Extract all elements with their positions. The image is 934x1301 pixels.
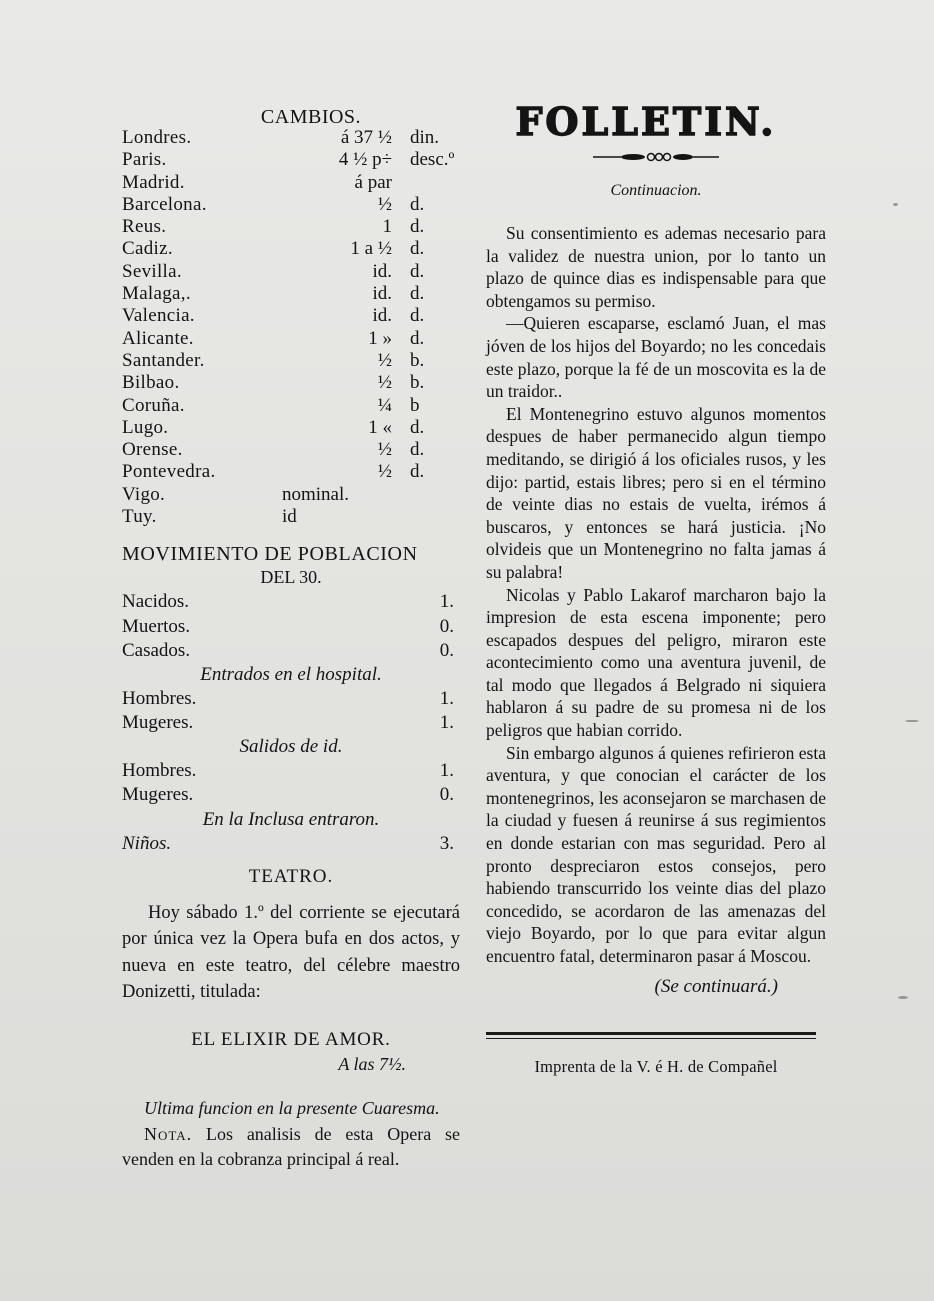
cambios-rate: ½ xyxy=(377,372,392,394)
nota-label: Nota. xyxy=(144,1123,193,1144)
cambios-rate: á 37 ½ xyxy=(340,127,392,148)
cambios-rate: ¼ xyxy=(377,394,392,416)
hospital-entrados-heading: Entrados en el hospital. xyxy=(200,663,382,685)
cambios-rate: 1 xyxy=(382,216,392,238)
right-column xyxy=(486,100,826,1077)
cambios-mark: d. xyxy=(410,193,425,215)
cambios-row xyxy=(122,395,460,417)
cambios-city: Reus. xyxy=(122,216,167,238)
cambios-city: Sevilla. xyxy=(122,260,182,282)
cambios-mark: d. xyxy=(410,327,425,349)
stat-value: 0. xyxy=(439,639,454,661)
cambios-heading: CAMBIOS. xyxy=(260,106,362,128)
cambios-row xyxy=(122,461,460,483)
cambios-rate: ½ xyxy=(377,193,392,215)
cambios-city: Lugo. xyxy=(122,416,169,438)
cambios-row xyxy=(122,305,460,327)
cambios-city: Madrid. xyxy=(122,171,185,193)
cambios-rate: 4 ½ p÷ xyxy=(338,149,392,171)
paper-spot xyxy=(893,203,898,206)
stat-value: 1. xyxy=(439,712,454,734)
cambios-city: Alicante. xyxy=(122,327,194,349)
folletin-paragraph: Su consentimiento es ademas necesario para la validez de nuestra union, por lo tanto un plazo de quince dias es indispensable para que obtengamos su permiso. xyxy=(486,223,826,311)
cambios-rate: 1 a ½ xyxy=(350,238,392,260)
cambios-city: Coruña. xyxy=(122,394,185,416)
cambios-rate: id. xyxy=(372,283,392,305)
ninos-label: Niños. xyxy=(122,832,172,854)
cambios-row xyxy=(122,283,460,305)
cambios-city: Cadiz. xyxy=(122,238,173,260)
thick-rule xyxy=(486,1032,816,1035)
stat-label: Muertos. xyxy=(122,615,191,637)
stat-label: Nacidos. xyxy=(122,591,190,613)
ninos-row xyxy=(122,832,460,856)
cambios-value: id xyxy=(282,506,297,528)
movimiento-subtitle: DEL 30. xyxy=(260,567,322,588)
stat-row xyxy=(122,711,460,735)
cambios-row xyxy=(122,127,460,149)
cambios-mark: d. xyxy=(410,238,425,260)
continuacion-label: Continuacion. xyxy=(610,182,702,199)
opera-title: EL ELIXIR DE AMOR. xyxy=(191,1028,391,1050)
stat-value: 1. xyxy=(439,591,454,613)
folletin-title: FOLLETIN. xyxy=(515,99,777,144)
stat-row xyxy=(122,639,460,663)
cambios-rate: id. xyxy=(372,260,392,282)
cambios-city: Londres. xyxy=(122,127,192,148)
paper-spot xyxy=(905,720,919,722)
cambios-mark: b. xyxy=(410,372,425,394)
entrados-rows xyxy=(122,687,460,735)
stat-row xyxy=(122,615,460,639)
cambios-row xyxy=(122,238,460,260)
teatro-text: Hoy sábado 1.º del corriente se ejecutará por única vez la Opera bufa en dos actos, y nueva en este teatro, del célebre maestro Donizetti, titulada: xyxy=(122,902,460,1003)
cambios-row-vigo xyxy=(122,484,460,506)
cambios-table xyxy=(122,127,460,484)
cambios-row xyxy=(122,328,460,350)
cambios-mark: b. xyxy=(410,349,425,371)
stat-label: Casados. xyxy=(122,639,191,661)
imprenta-footer: Imprenta de la V. é H. de Compañel xyxy=(534,1056,778,1076)
ornament-divider-icon xyxy=(591,150,721,164)
cambios-city: Orense. xyxy=(122,439,183,461)
opera-time: A las 7½. xyxy=(338,1053,406,1074)
cambios-mark: d. xyxy=(410,283,425,305)
stat-value: 0. xyxy=(439,784,454,806)
folletin-paragraph: Sin embargo algunos á quienes refirieron esta aventura, y que conocian el carácter de los montenegrinos, les aconsejaron se marchasen de la ciudad y fuesen á reunirse á sus regimientos en donde estarian con mas seguridad. Pero al pronto despreciaron estos consejos, pero habiendo transcurrido los veinte dias del plazo concedido, se acordaron de las amenazas del viejo Boyardo, por lo que para evitar algun encuentro fatal, determinaron pasar á Moscou. xyxy=(486,742,826,966)
cambios-mark xyxy=(410,172,456,194)
cambios-mark: d. xyxy=(410,416,425,438)
cambios-rate: 1 » xyxy=(368,327,392,349)
cambios-mark: d. xyxy=(410,216,425,238)
cambios-mark: d. xyxy=(410,461,425,483)
stat-value: 1. xyxy=(439,760,454,782)
cambios-city: Santander. xyxy=(122,349,205,371)
continuara-label: (Se continuará.) xyxy=(654,975,778,997)
stat-row xyxy=(122,590,460,614)
nota-paragraph xyxy=(122,1122,460,1172)
cambios-mark: desc.º xyxy=(410,149,455,171)
cambios-row xyxy=(122,216,460,238)
cambios-row-tuy xyxy=(122,506,460,528)
cambios-mark: din. xyxy=(410,127,440,148)
cambios-rate: ½ xyxy=(377,439,392,461)
ultima-funcion: Ultima funcion en la presente Cuaresma. xyxy=(144,1097,440,1118)
left-column xyxy=(122,106,460,1172)
cambios-city: Valencia. xyxy=(122,305,195,327)
cambios-rate: id. xyxy=(372,305,392,327)
cambios-city: Paris. xyxy=(122,149,167,171)
cambios-mark: d. xyxy=(410,439,425,461)
paper-spot xyxy=(898,996,908,999)
cambios-row xyxy=(122,439,460,461)
stat-label: Hombres. xyxy=(122,760,197,782)
thin-rule xyxy=(486,1038,816,1039)
movimiento-rows xyxy=(122,590,460,663)
stat-label: Hombres. xyxy=(122,687,197,709)
teatro-heading: TEATRO. xyxy=(248,865,334,887)
cambios-row xyxy=(122,172,460,194)
cambios-rate: ½ xyxy=(377,349,392,371)
cambios-rate: 1 « xyxy=(368,416,392,438)
cambios-row xyxy=(122,194,460,216)
cambios-row xyxy=(122,417,460,439)
movimiento-heading: MOVIMIENTO DE POBLACION xyxy=(122,543,418,566)
cambios-row xyxy=(122,261,460,283)
inclusa-heading: En la Inclusa entraron. xyxy=(202,808,380,830)
stat-value: 0. xyxy=(439,615,454,637)
cambios-rate: á par xyxy=(354,171,392,193)
cambios-city: Malaga,. xyxy=(122,283,191,305)
ninos-value: 3. xyxy=(439,832,454,854)
folletin-paragraph: —Quieren escaparse, esclamó Juan, el mas jóven de los hijos del Boyardo; no les concedais este plazo, porque la fé de un moscovita es la de un traidor.. xyxy=(486,313,826,402)
cambios-mark: d. xyxy=(410,305,425,327)
cambios-rate: ½ xyxy=(377,461,392,483)
cambios-city: Pontevedra. xyxy=(122,461,216,483)
salidos-rows xyxy=(122,759,460,807)
folletin-body xyxy=(486,222,826,968)
cambios-row xyxy=(122,149,460,171)
nota-text: Los analisis de esta Opera se venden en la cobranza principal á real. xyxy=(122,1123,460,1169)
cambios-row xyxy=(122,372,460,394)
stat-row xyxy=(122,759,460,783)
stat-value: 1. xyxy=(439,687,454,709)
cambios-city: Tuy. xyxy=(122,506,157,528)
cambios-city: Bilbao. xyxy=(122,372,180,394)
cambios-mark: b xyxy=(410,394,420,416)
stat-row xyxy=(122,783,460,807)
hospital-salidos-heading: Salidos de id. xyxy=(239,736,343,758)
cambios-city: Barcelona. xyxy=(122,193,207,215)
cambios-city: Vigo. xyxy=(122,483,166,505)
cambios-mark: d. xyxy=(410,260,425,282)
cambios-value: nominal. xyxy=(282,483,350,505)
stat-row xyxy=(122,687,460,711)
folletin-paragraph: El Montenegrino estuvo algunos momentos despues de haber permanecido algun tiempo meditando, se dirigió á los oficiales rusos, y les dijo: partid, estais libres; pero si en el término de veinte dias no estais de vuelta, irémos á buscaros, y entonces se hará justicia. ¡No olvideis que un Montenegrino no falta jamas á su palabra! xyxy=(486,403,826,582)
stat-label: Mugeres. xyxy=(122,784,194,806)
stat-label: Mugeres. xyxy=(122,712,194,734)
cambios-row xyxy=(122,350,460,372)
folletin-paragraph: Nicolas y Pablo Lakarof marcharon bajo la impresion de esta escena imponente; pero escapados despues del peligro, miraron este acontecimiento como una aventura juvenil, de tal modo que llegados á Belgrado ni siquiera hablaron á su padre de su promesa ni de los peligros que habian corrido. xyxy=(486,584,826,741)
